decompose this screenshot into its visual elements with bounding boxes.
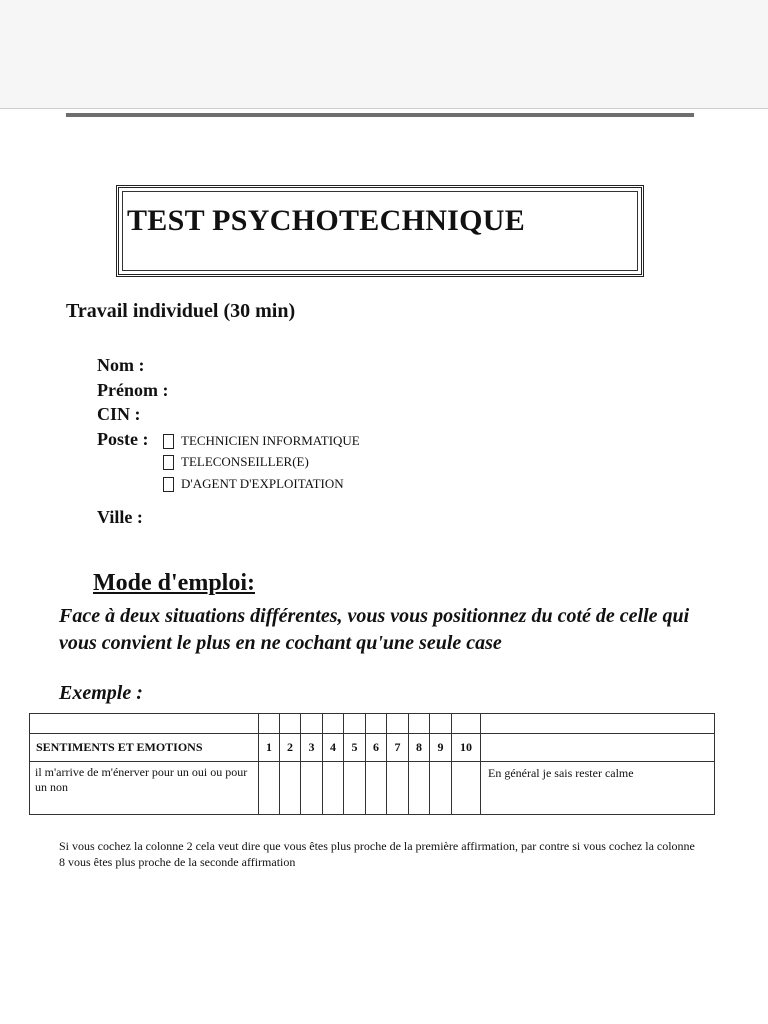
checkbox-teleconseiller[interactable] [163, 455, 174, 470]
table-cell [301, 714, 323, 734]
table-cell [481, 714, 715, 734]
answer-cell-6[interactable] [366, 762, 387, 815]
header-rule [66, 113, 694, 117]
answer-cell-3[interactable] [301, 762, 323, 815]
checkbox-technicien[interactable] [163, 434, 174, 449]
table-cell [280, 714, 301, 734]
answer-cell-7[interactable] [387, 762, 409, 815]
scale-col-7: 7 [387, 734, 409, 762]
example-label: Exemple : [59, 682, 143, 704]
right-statement: En général je sais rester calme [481, 762, 715, 815]
table-cell [409, 714, 430, 734]
table-cell [259, 714, 280, 734]
checkbox-agent[interactable] [163, 477, 174, 492]
title-box [116, 185, 644, 277]
answer-cell-2[interactable] [280, 762, 301, 815]
answer-cell-9[interactable] [430, 762, 452, 815]
poste-option-teleconseiller-label: TELECONSEILLER(E) [181, 454, 309, 469]
poste-option-technicien-label: TECHNICIEN INFORMATIQUE [181, 433, 360, 448]
mode-emploi-title: Mode d'emploi: [93, 570, 255, 596]
poste-option-technicien[interactable] [163, 433, 360, 449]
ville-label: Ville : [97, 507, 143, 527]
poste-option-agent[interactable] [163, 476, 344, 492]
table-row-header [30, 734, 715, 762]
page-title: TEST PSYCHOTECHNIQUE [127, 204, 526, 237]
table-cell [387, 714, 409, 734]
table-cell [452, 714, 481, 734]
table-cell [430, 714, 452, 734]
poste-label: Poste : [97, 429, 149, 449]
answer-cell-5[interactable] [344, 762, 366, 815]
table-cell [344, 714, 366, 734]
nom-label: Nom : [97, 355, 145, 375]
scale-col-10: 10 [452, 734, 481, 762]
answer-cell-4[interactable] [323, 762, 344, 815]
scale-col-1: 1 [259, 734, 280, 762]
example-table [29, 713, 715, 815]
cin-label: CIN : [97, 404, 141, 424]
table-row-blank [30, 714, 715, 734]
scale-col-8: 8 [409, 734, 430, 762]
poste-option-teleconseiller[interactable] [163, 454, 309, 470]
answer-cell-1[interactable] [259, 762, 280, 815]
scale-col-2: 2 [280, 734, 301, 762]
scale-col-6: 6 [366, 734, 387, 762]
scale-col-9: 9 [430, 734, 452, 762]
category-header: SENTIMENTS ET EMOTIONS [30, 734, 259, 762]
instructions-text: Face à deux situations différentes, vous vous positionnez du coté de celle qui vous convient le plus en ne cochant qu'une seule case [59, 605, 690, 654]
scale-col-4: 4 [323, 734, 344, 762]
poste-option-agent-label: D'AGENT D'EXPLOITATION [181, 476, 344, 491]
answer-cell-8[interactable] [409, 762, 430, 815]
left-statement: il m'arrive de m'énerver pour un oui ou pour un non [30, 762, 259, 815]
subtitle: Travail individuel (30 min) [66, 300, 296, 322]
answer-cell-10[interactable] [452, 762, 481, 815]
table-row-statements [30, 762, 715, 815]
table-cell [30, 714, 259, 734]
scale-col-3: 3 [301, 734, 323, 762]
table-cell [323, 714, 344, 734]
prenom-label: Prénom : [97, 380, 169, 400]
explanation-note: Si vous cochez la colonne 2 cela veut dire que vous êtes plus proche de la première affirmation, par contre si vous cochez la colonne 8 vous êtes plus proche de la seconde affirmation [59, 839, 695, 869]
scale-col-5: 5 [344, 734, 366, 762]
table-cell [481, 734, 715, 762]
table-cell [366, 714, 387, 734]
scan-top-margin [0, 0, 768, 109]
